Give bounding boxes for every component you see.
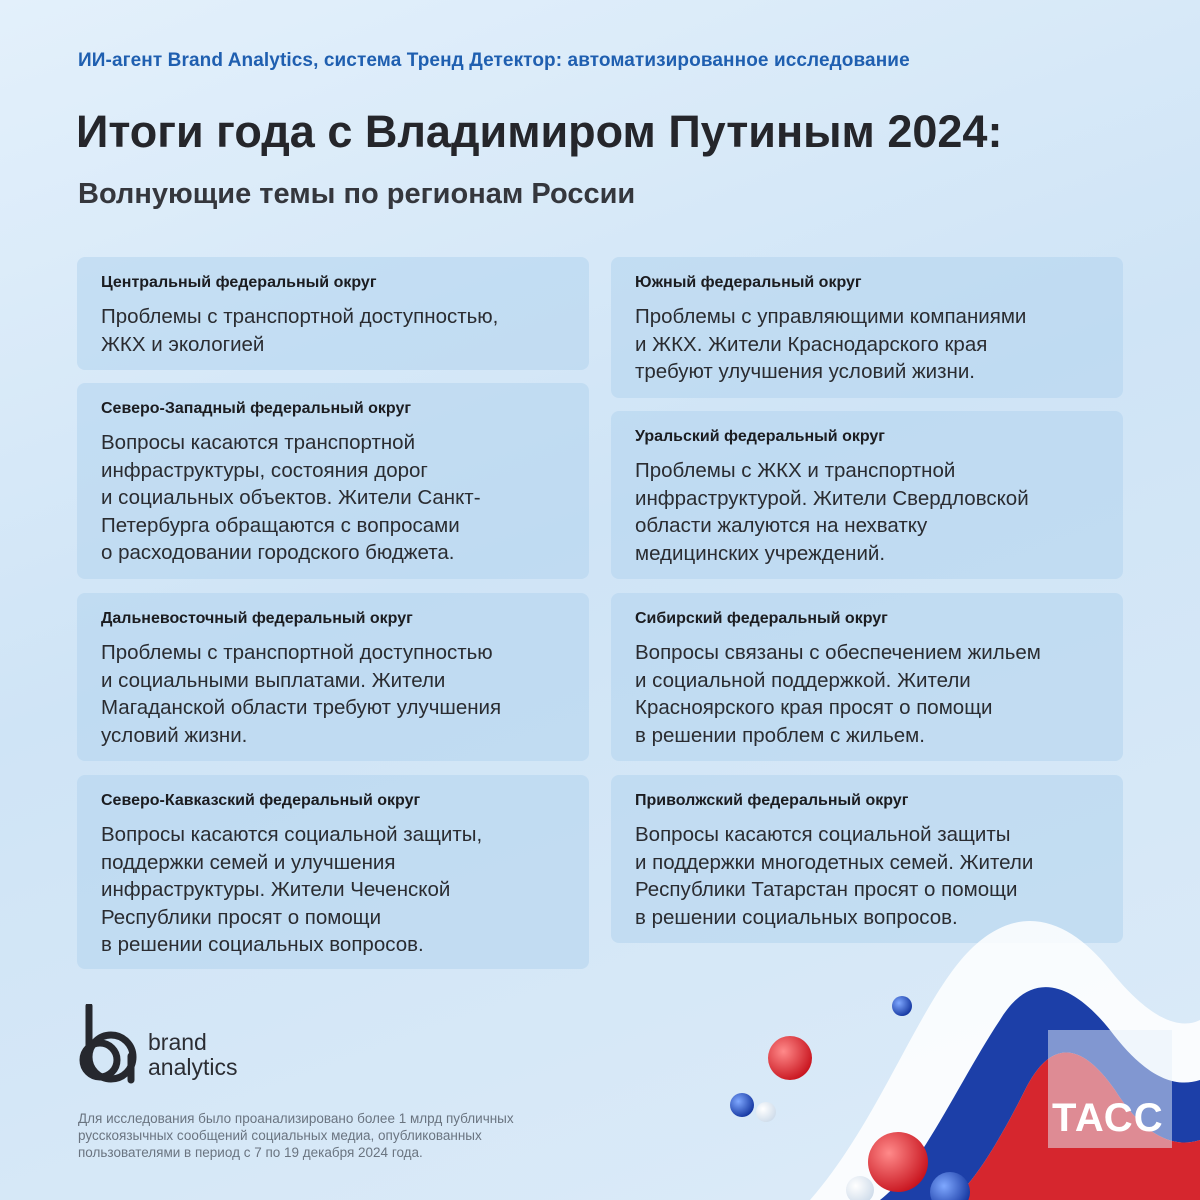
card-siberia bbox=[611, 593, 1123, 761]
card-northcaucasus bbox=[77, 775, 589, 969]
card-body: Вопросы касаются транспортной инфраструктуры, состояния дорог и социальных объектов. Жители Санкт- Петербурга обращаются с вопросами о расходовании городского бюджета. bbox=[101, 431, 481, 564]
card-title: Центральный федеральный округ bbox=[101, 274, 377, 291]
card-title: Северо-Западный федеральный округ bbox=[101, 400, 412, 417]
card-central bbox=[77, 257, 589, 370]
white-ball bbox=[756, 1102, 776, 1122]
card-body: Проблемы с ЖКХ и транспортной инфраструктурой. Жители Свердловской области жалуются на нехватку медицинских учреждений. bbox=[635, 459, 1029, 565]
blue-ball bbox=[892, 996, 912, 1016]
card-body: Проблемы с транспортной доступностью и социальными выплатами. Жители Магаданской области требуют улучшения условий жизни. bbox=[101, 641, 502, 747]
footnote: Для исследования было проанализировано более 1 млрд публичных русскоязычных сообщений социальных медиа, опубликованных пользователями в период с 7 по 19 декабря 2024 года. bbox=[78, 1111, 514, 1160]
card-title: Южный федеральный округ bbox=[635, 274, 862, 291]
header-kicker: ИИ-агент Brand Analytics, система Тренд Детектор: автоматизированное исследование bbox=[78, 50, 910, 71]
card-body: Вопросы связаны с обеспечением жильем и социальной поддержкой. Жители Красноярского края просят о помощи в решении проблем с жильем. bbox=[635, 641, 1041, 747]
brand-analytics-logo bbox=[76, 1004, 276, 1084]
card-body: Вопросы касаются социальной защиты и поддержки многодетных семей. Жители Республики Татарстан просят о помощи в решении социальных вопросов. bbox=[635, 823, 1034, 929]
card-ural bbox=[611, 411, 1123, 579]
card-body: Проблемы с управляющими компаниями и ЖКХ. Жители Краснодарского края требуют улучшения условий жизни. bbox=[635, 305, 1027, 383]
page-subtitle: Волнующие темы по регионам России bbox=[78, 178, 636, 210]
card-title: Уральский федеральный округ bbox=[635, 428, 885, 445]
card-title: Приволжский федеральный округ bbox=[635, 792, 909, 809]
card-body: Вопросы касаются социальной защиты, поддержки семей и улучшения инфраструктуры. Жители Чеченской Республики просят о помощи в решении социальных вопросов. bbox=[101, 823, 483, 956]
card-northwest bbox=[77, 383, 589, 579]
card-title: Сибирский федеральный округ bbox=[635, 610, 888, 627]
card-title: Дальневосточный федеральный округ bbox=[101, 610, 413, 627]
card-body: Проблемы с транспортной доступностью, ЖКХ и экологией bbox=[101, 305, 499, 356]
page-title: Итоги года с Владимиром Путиным 2024: bbox=[76, 106, 1003, 157]
card-title: Северо-Кавказский федеральный округ bbox=[101, 792, 421, 809]
logo-text: brand analytics bbox=[148, 1029, 238, 1080]
red-ball bbox=[768, 1036, 812, 1080]
card-fareast bbox=[77, 593, 589, 761]
brand-analytics-logo-icon bbox=[76, 1004, 138, 1084]
blue-ball bbox=[730, 1093, 754, 1117]
tass-logo: ТАСС bbox=[1052, 1096, 1164, 1140]
red-ball bbox=[868, 1132, 928, 1192]
card-south bbox=[611, 257, 1123, 398]
